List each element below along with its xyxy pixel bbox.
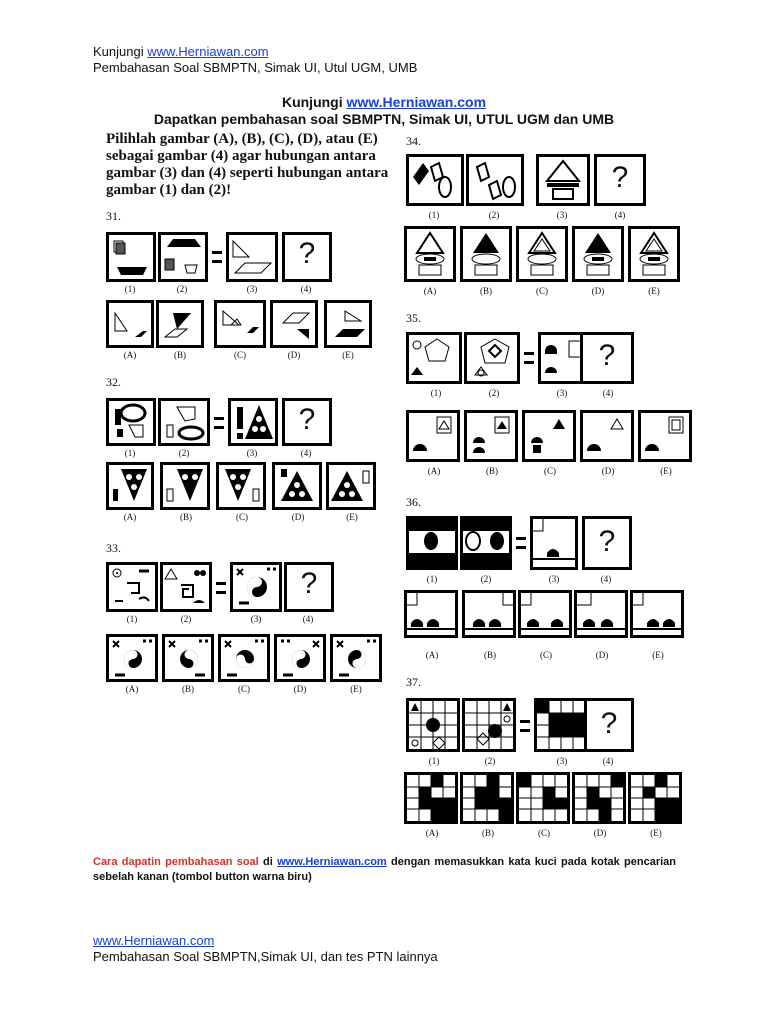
label-1: (1): [124, 448, 136, 458]
label-3: (3): [250, 614, 262, 624]
question-number-32: 32.: [106, 375, 121, 389]
header-line2: Pembahasan Soal SBMPTN, Simak UI, Utul UGM, UMB: [93, 60, 418, 75]
q31-option-e[interactable]: [324, 300, 372, 348]
q33-figure-1: [106, 562, 158, 612]
question-mark: ?: [598, 525, 616, 558]
label-c: (C): [238, 684, 250, 694]
q35-option-e[interactable]: [638, 410, 692, 462]
equals-sign: [516, 537, 526, 549]
q31-figure-1: [106, 232, 156, 282]
q32-option-e[interactable]: [326, 462, 376, 510]
label-1: (1): [428, 756, 440, 766]
q32-figure-4: [282, 398, 332, 446]
equals-sign: [216, 582, 226, 594]
banner-link[interactable]: www.Herniawan.com: [346, 94, 487, 110]
q36-option-b[interactable]: [462, 590, 516, 638]
question-number-36: 36.: [406, 495, 421, 509]
q34-figure-3: [536, 154, 590, 206]
label-4: (4): [602, 756, 614, 766]
question-number-34: 34.: [406, 134, 421, 148]
q35-figure-2: [464, 332, 520, 384]
label-d: (D): [591, 286, 605, 296]
q32-figure-3: [228, 398, 278, 446]
q31-option-d[interactable]: [270, 300, 318, 348]
q33-option-c[interactable]: [218, 634, 270, 682]
label-d: (D): [593, 828, 607, 838]
label-b: (B): [484, 650, 496, 660]
label-c: (C): [536, 286, 548, 296]
q33-figure-3: [230, 562, 282, 612]
q34-option-d[interactable]: [572, 226, 624, 282]
question-mark: ?: [611, 161, 629, 194]
q31-figure-3: [226, 232, 278, 282]
q32-figure-1: [106, 398, 156, 446]
q34-option-b[interactable]: [460, 226, 512, 282]
question-mark: ?: [600, 707, 618, 740]
label-d: (D): [595, 650, 609, 660]
q31-option-b[interactable]: [156, 300, 204, 348]
label-e: (E): [650, 828, 662, 838]
question-number-31: 31.: [106, 209, 121, 223]
q36-figure-4: [582, 516, 632, 570]
label-d: (D): [601, 466, 615, 476]
label-c: (C): [540, 650, 552, 660]
label-b: (B): [482, 828, 494, 838]
label-3: (3): [548, 574, 560, 584]
q31-option-a[interactable]: [106, 300, 154, 348]
bottom-link-line: [93, 933, 214, 949]
q33-option-b[interactable]: [162, 634, 214, 682]
q36-option-d[interactable]: [574, 590, 628, 638]
label-b: (B): [480, 286, 492, 296]
bottom-link[interactable]: www.Herniawan.com: [93, 933, 215, 948]
question-mark: ?: [298, 403, 316, 436]
q37-figure-2: [462, 698, 516, 752]
q34-option-c[interactable]: [516, 226, 568, 282]
label-2: (2): [176, 284, 188, 294]
question-number-35: 35.: [406, 311, 421, 325]
q35-option-a[interactable]: [406, 410, 460, 462]
bottom-text: Pembahasan Soal SBMPTN,Simak UI, dan tes PTN lainnya: [93, 949, 438, 964]
instruction-text: Pilihlah gambar (A), (B), (C), (D), atau (E) sebagai gambar (4) agar hubungan antara gambar (3) dan (4) seperti hubungan antara gambar (1) dan (2)!: [106, 131, 389, 198]
label-d: (D): [293, 684, 307, 694]
question-mark: ?: [300, 567, 318, 600]
q33-option-d[interactable]: [274, 634, 326, 682]
q34-figure-2: [466, 154, 524, 206]
q37-option-d[interactable]: [572, 772, 626, 824]
label-4: (4): [300, 448, 312, 458]
q37-option-b[interactable]: [460, 772, 514, 824]
label-2: (2): [178, 448, 190, 458]
q35-option-c[interactable]: [522, 410, 576, 462]
label-4: (4): [300, 284, 312, 294]
label-4: (4): [600, 574, 612, 584]
label-d: (D): [291, 512, 305, 522]
q34-option-e[interactable]: [628, 226, 680, 282]
label-e: (E): [342, 350, 354, 360]
label-2: (2): [488, 210, 500, 220]
label-d: (D): [287, 350, 301, 360]
label-e: (E): [648, 286, 660, 296]
label-e: (E): [652, 650, 664, 660]
label-c: (C): [544, 466, 556, 476]
footer-red-text: Cara dapatin pembahasan soal: [93, 856, 259, 868]
label-c: (C): [234, 350, 246, 360]
q33-option-a[interactable]: [106, 634, 158, 682]
header-line1: Kunjungi www.Herniawan.com: [93, 44, 269, 59]
question-mark: ?: [298, 237, 316, 270]
q37-figure-1: [406, 698, 460, 752]
label-3: (3): [556, 210, 568, 220]
label-b: (B): [180, 512, 192, 522]
label-3: (3): [556, 756, 568, 766]
q35-option-d[interactable]: [580, 410, 634, 462]
q32-option-d[interactable]: [272, 462, 322, 510]
label-4: (4): [602, 388, 614, 398]
label-4: (4): [302, 614, 314, 624]
label-1: (1): [428, 210, 440, 220]
q31-figure-4: [282, 232, 332, 282]
q32-option-c[interactable]: [216, 462, 266, 510]
label-2: (2): [180, 614, 192, 624]
equals-sign: [212, 251, 222, 263]
q33-figure-2: [160, 562, 212, 612]
label-1: (1): [126, 614, 138, 624]
q35-figure-1: [406, 332, 462, 384]
label-b: (B): [182, 684, 194, 694]
question-number-37: 37.: [406, 675, 421, 689]
equals-sign: [214, 417, 224, 429]
label-2: (2): [488, 388, 500, 398]
q36-figure-1: [406, 516, 458, 570]
q37-option-e[interactable]: [628, 772, 682, 824]
q33-figure-4: [284, 562, 334, 612]
label-a: (A): [427, 466, 441, 476]
label-a: (A): [123, 350, 137, 360]
equals-sign: [524, 352, 534, 364]
q34-figure-1: [406, 154, 464, 206]
q37-figure-4: [584, 698, 634, 752]
q37-option-a[interactable]: [404, 772, 458, 824]
q36-figure-3: [530, 516, 578, 570]
label-1: (1): [430, 388, 442, 398]
question-number-33: 33.: [106, 541, 121, 555]
q33-option-e[interactable]: [330, 634, 382, 682]
label-1: (1): [426, 574, 438, 584]
banner-title: Kunjungi www.Herniawan.com: [281, 94, 487, 110]
footer-note: Cara dapatin pembahasan soal di www.Herniawan.com dengan memasukkan kata kuci pada kotak pencarian sebelah kanan (tombol button warna biru): [93, 856, 676, 883]
label-e: (E): [660, 466, 672, 476]
q36-option-e[interactable]: [630, 590, 684, 638]
q36-option-c[interactable]: [518, 590, 572, 638]
label-a: (A): [123, 512, 137, 522]
q31-figure-2: [158, 232, 208, 282]
q37-option-c[interactable]: [516, 772, 570, 824]
q32-option-a[interactable]: [106, 462, 154, 510]
q37-figure-3: [534, 698, 588, 752]
label-a: (A): [125, 684, 139, 694]
banner-subtitle: Dapatkan pembahasan soal SBMPTN, Simak UI, UTUL UGM dan UMB: [153, 111, 615, 127]
label-b: (B): [486, 466, 498, 476]
label-3: (3): [246, 448, 258, 458]
label-a: (A): [423, 286, 437, 296]
label-a: (A): [425, 650, 439, 660]
label-e: (E): [346, 512, 358, 522]
question-mark: ?: [598, 339, 616, 372]
label-1: (1): [124, 284, 136, 294]
q32-figure-2: [158, 398, 210, 446]
label-3: (3): [246, 284, 258, 294]
q35-figure-4: [580, 332, 634, 384]
label-2: (2): [484, 756, 496, 766]
q36-figure-2: [460, 516, 512, 570]
q31-option-c[interactable]: [214, 300, 266, 348]
label-e: (E): [350, 684, 362, 694]
label-3: (3): [556, 388, 568, 398]
label-b: (B): [174, 350, 186, 360]
label-a: (A): [425, 828, 439, 838]
footer-link[interactable]: www.Herniawan.com: [277, 856, 387, 868]
q34-figure-4: [594, 154, 646, 206]
header-link[interactable]: www.Herniawan.com: [147, 44, 269, 59]
q36-option-a[interactable]: [404, 590, 458, 638]
label-c: (C): [538, 828, 550, 838]
label-4: (4): [614, 210, 626, 220]
q34-option-a[interactable]: [404, 226, 456, 282]
q35-option-b[interactable]: [464, 410, 518, 462]
equals-sign: [520, 720, 530, 732]
label-2: (2): [480, 574, 492, 584]
q32-option-b[interactable]: [160, 462, 210, 510]
label-c: (C): [236, 512, 248, 522]
